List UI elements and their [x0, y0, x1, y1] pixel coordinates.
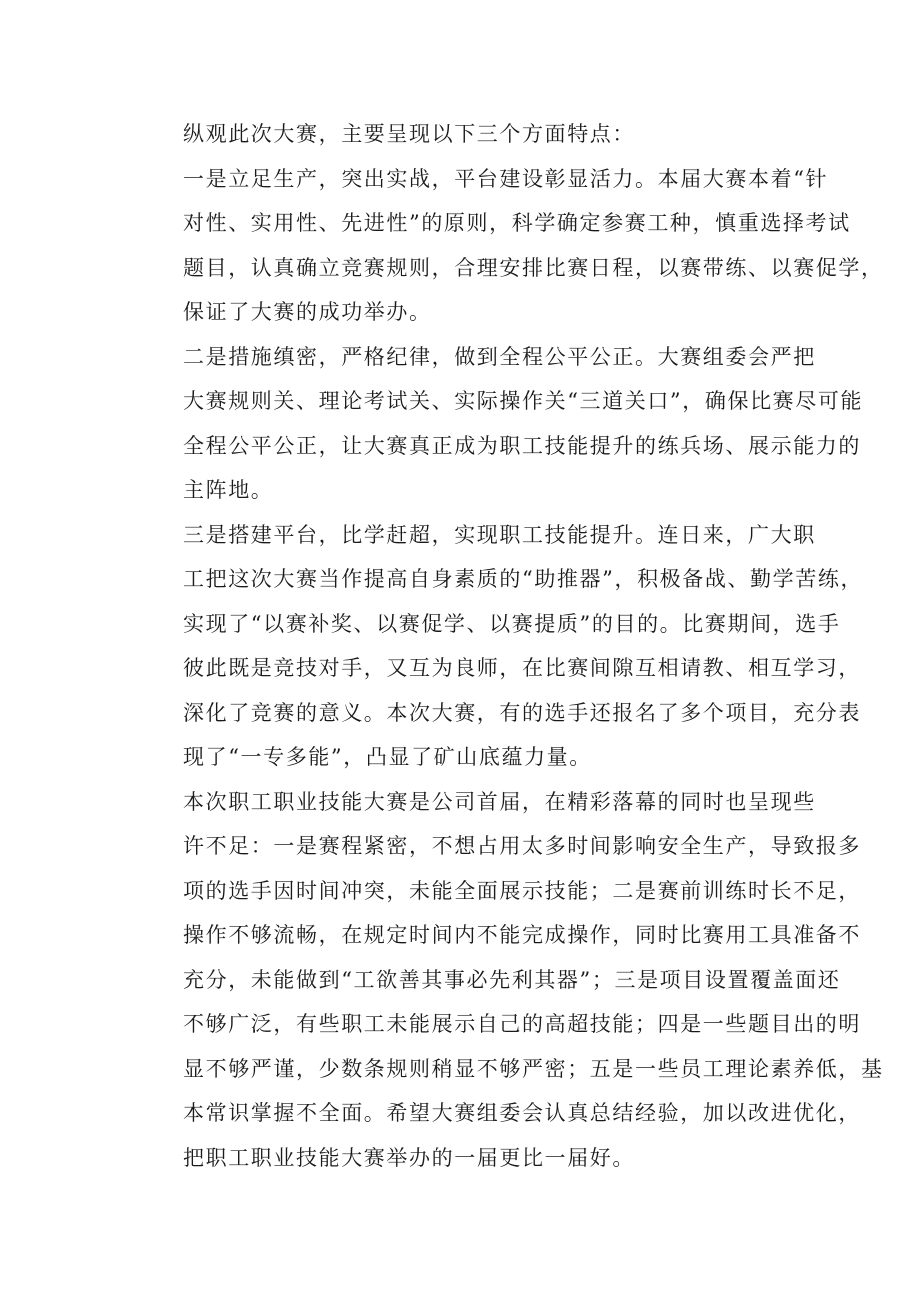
text-line: 本次职工职业技能大赛是公司首届，在精彩落幕的同时也呈现些 [183, 789, 816, 814]
text-line: 深化了竞赛的意义。本次大赛，有的选手还报名了多个项目，充分表 [183, 700, 861, 725]
paragraph-point-one [135, 157, 884, 335]
text-line: 对性、实用性、先进性”的原则，科学确定参赛工种，慎重选择考试 [183, 211, 851, 235]
text-line: 充分，未能做到“工欲善其事必先利其器”；三是项目设置覆盖面还 [183, 967, 841, 992]
text-line: 纵观此次大赛，主要呈现以下三个方面特点： [183, 122, 635, 146]
text-line: 显不够严谨，少数条规则稍显不够严密；五是一些员工理论素养低，基 [183, 1056, 884, 1081]
paragraph-intro [135, 112, 795, 157]
text-line: 许不足：一是赛程紧密，不想占用太多时间影响安全生产，导致报多 [183, 834, 861, 858]
text-line: 工把这次大赛当作提高自身素质的“助推器”，积极备战、勤学苦练， [183, 567, 864, 591]
text-line: 不够广泛，有些职工未能展示自己的高超技能；四是一些题目出的明 [183, 1012, 861, 1036]
text-line: 全程公平公正，让大赛真正成为职工技能提升的练兵场、展示能力的 [183, 433, 861, 458]
document-body [135, 112, 884, 1180]
text-line: 把职工职业技能大赛举办的一届更比一届好。 [183, 1145, 635, 1170]
text-line: 实现了“以赛补奖、以赛促学、以赛提质”的目的。比赛期间，选手 [183, 611, 841, 636]
text-line: 大赛规则关、理论考试关、实际操作关“三道关口”，确保比赛尽可能 [183, 389, 864, 413]
text-line: 题目，认真确立竞赛规则，合理安排比赛日程，以赛带练、以赛促学， [183, 255, 884, 280]
text-line: 主阵地。 [183, 478, 274, 502]
text-line: 本常识掌握不全面。希望大赛组委会认真总结经验，加以改进优化， [183, 1101, 861, 1125]
text-line: 一是立足生产，突出实战，平台建设彰显活力。本届大赛本着“针 [183, 166, 829, 191]
text-line: 彼此既是竞技对手，又互为良师，在比赛间隙互相请教、相互学习， [183, 656, 861, 680]
text-line: 三是搭建平台，比学赶超，实现职工技能提升。连日来，广大职 [183, 522, 816, 547]
paragraph-point-three [135, 513, 864, 780]
text-line: 现了“一专多能”，凸显了矿山底蕴力量。 [183, 745, 592, 769]
paragraph-point-two [135, 335, 864, 513]
text-line: 二是措施缜密，严格纪律，做到全程公平公正。大赛组委会严把 [183, 344, 816, 369]
text-line: 项的选手因时间冲突，未能全面展示技能；二是赛前训练时长不足， [183, 878, 861, 903]
text-line: 操作不够流畅，在规定时间内不能完成操作，同时比赛用工具准备不 [183, 923, 861, 947]
paragraph-shortcomings [135, 780, 884, 1181]
text-line: 保证了大赛的成功举办。 [183, 300, 432, 324]
